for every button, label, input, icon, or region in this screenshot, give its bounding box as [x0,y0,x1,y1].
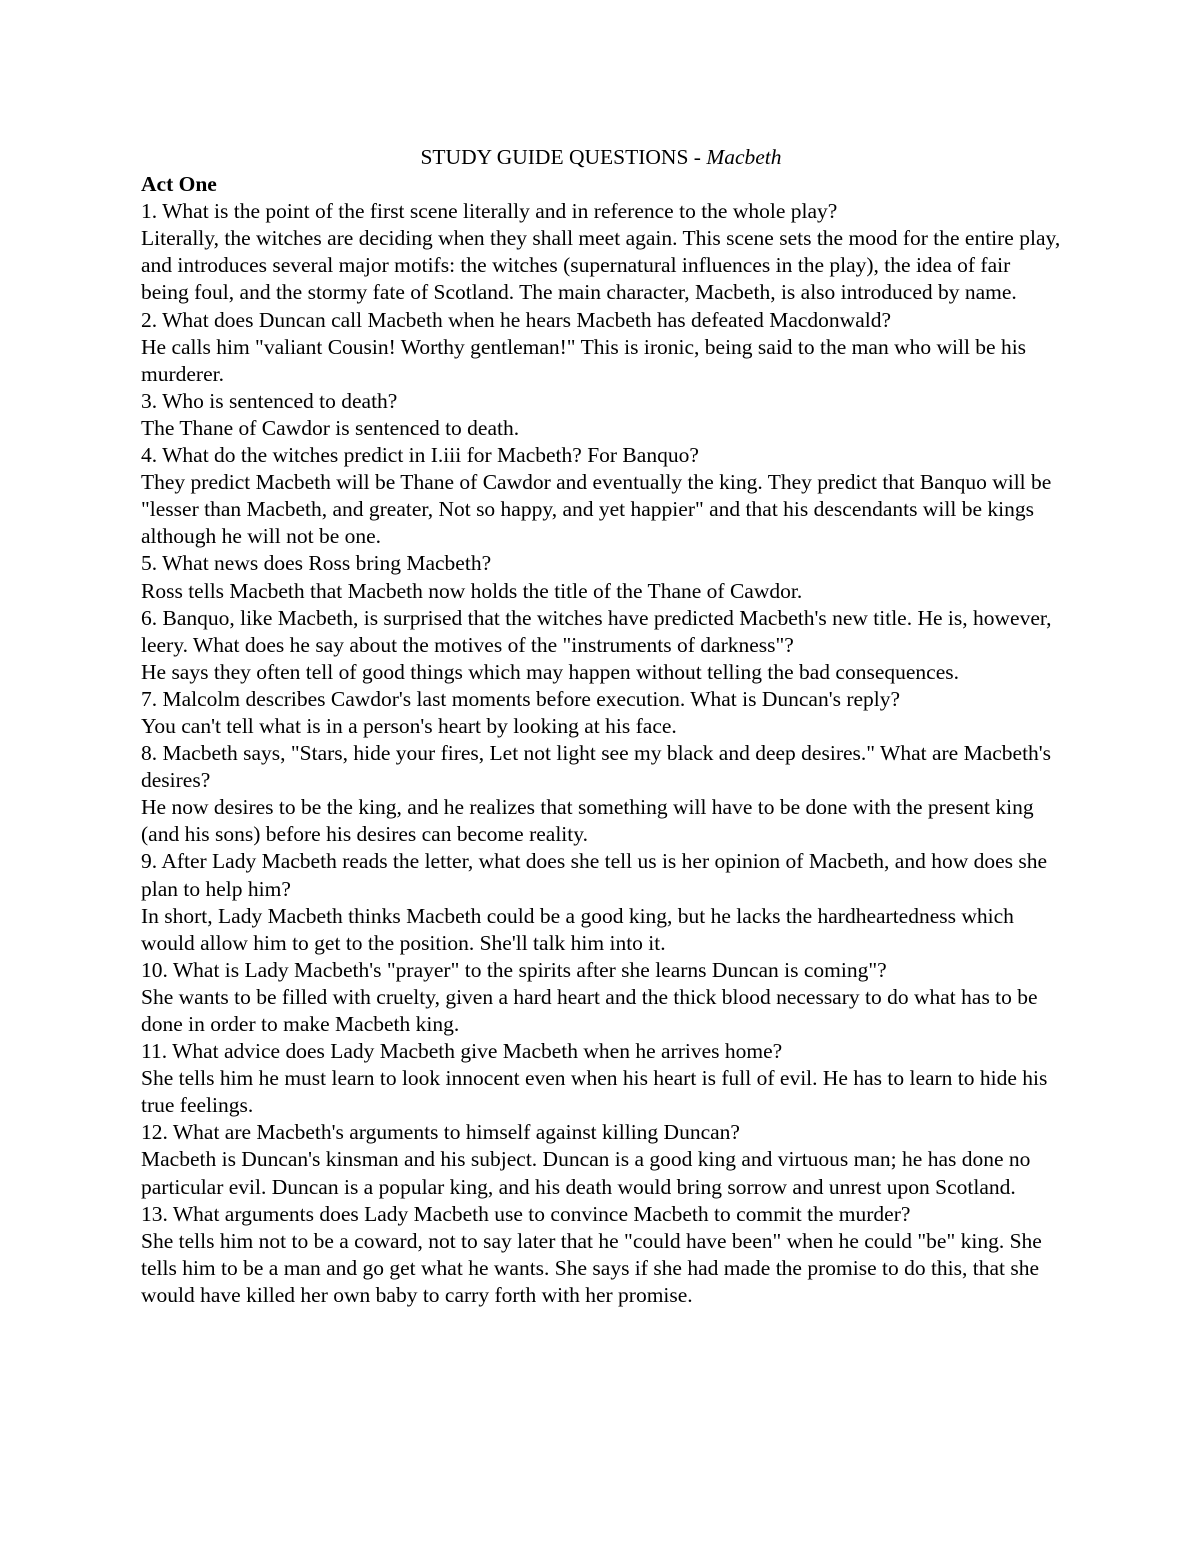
answer-3: The Thane of Cawdor is sentenced to death. [141,415,520,440]
qa-item-2 [141,307,1061,388]
answer-4: They predict Macbeth will be Thane of Cawdor and eventually the king. They predict that Banquo will be "lesser than Macbeth, and greater, Not so happy, and yet happier" and that his descendants will be kings although he will not be one. [141,470,1052,549]
qa-item-8 [141,740,1061,848]
question-3: 3. Who is sentenced to death? [141,388,398,413]
qa-item-1 [141,198,1061,306]
qa-item-4 [141,442,1061,550]
question-2: 2. What does Duncan call Macbeth when he hears Macbeth has defeated Macdonwald? [141,307,892,332]
title-prefix: STUDY GUIDE QUESTIONS - [420,145,707,169]
document-body [141,144,1061,1309]
qa-item-7 [141,686,1061,740]
question-11: 11. What advice does Lady Macbeth give Macbeth when he arrives home? [141,1039,783,1064]
qa-item-13 [141,1201,1061,1309]
answer-8: He now desires to be the king, and he realizes that something will have to be done with the present king (and his sons) before his desires can become reality. [141,795,1034,847]
qa-item-10 [141,957,1061,1038]
question-12: 12. What are Macbeth's arguments to himself against killing Duncan? [141,1120,740,1145]
answer-10: She wants to be filled with cruelty, given a hard heart and the thick blood necessary to do what has to be done in order to make Macbeth king. [141,984,1038,1036]
answer-9: In short, Lady Macbeth thinks Macbeth could be a good king, but he lacks the hardheartedness which would allow him to get to the position. She'll talk him into it. [141,903,1014,955]
section-heading: Act One [141,172,217,197]
page-title [141,144,1061,171]
question-8: 8. Macbeth says, "Stars, hide your fires, Let not light see my black and deep desires." What are Macbeth's desires? [141,741,1052,793]
question-7: 7. Malcolm describes Cawdor's last moments before execution. What is Duncan's reply? [141,686,901,711]
question-10: 10. What is Lady Macbeth's "prayer" to the spirits after she learns Duncan is coming"? [141,957,887,982]
question-1: 1. What is the point of the first scene literally and in reference to the whole play? [141,199,838,224]
question-9: 9. After Lady Macbeth reads the letter, what does she tell us is her opinion of Macbeth, and how does she plan to help him? [141,849,1048,901]
answer-5: Ross tells Macbeth that Macbeth now holds the title of the Thane of Cawdor. [141,578,803,603]
qa-item-11 [141,1038,1061,1119]
answer-7: You can't tell what is in a person's heart by looking at his face. [141,713,677,738]
answer-2: He calls him "valiant Cousin! Worthy gentleman!" This is ironic, being said to the man who will be his murderer. [141,334,1027,386]
qa-item-9 [141,848,1061,956]
question-6: 6. Banquo, like Macbeth, is surprised that the witches have predicted Macbeth's new title. He is, however, leery. What does he say about the motives of the "instruments of darkness"? [141,605,1052,657]
title-work: Macbeth [706,145,782,169]
answer-12: Macbeth is Duncan's kinsman and his subject. Duncan is a good king and virtuous man; he has done no particular evil. Duncan is a popular king, and his death would bring sorrow and unrest upon Scotland. [141,1147,1031,1199]
question-4: 4. What do the witches predict in I.iii for Macbeth? For Banquo? [141,443,699,468]
question-5: 5. What news does Ross bring Macbeth? [141,551,492,576]
answer-13: She tells him not to be a coward, not to say later that he "could have been" when he could "be" king. She tells him to be a man and go get what he wants. She says if she had made the promise to do this, that she would have killed her own baby to carry forth with her promise. [141,1228,1042,1307]
question-13: 13. What arguments does Lady Macbeth use to convince Macbeth to commit the murder? [141,1201,911,1226]
answer-11: She tells him he must learn to look innocent even when his heart is full of evil. He has to learn to hide his true feelings. [141,1066,1048,1118]
qa-item-12 [141,1119,1061,1200]
qa-item-5 [141,550,1061,604]
answer-1: Literally, the witches are deciding when they shall meet again. This scene sets the mood for the entire play, and introduces several major motifs: the witches (supernatural influences in the play), the idea of fair being foul, and the stormy fate of Scotland. The main character, Macbeth, is also introduced by name. [141,226,1061,305]
qa-item-6 [141,605,1061,686]
answer-6: He says they often tell of good things which may happen without telling the bad consequences. [141,659,960,684]
qa-item-3 [141,388,1061,442]
